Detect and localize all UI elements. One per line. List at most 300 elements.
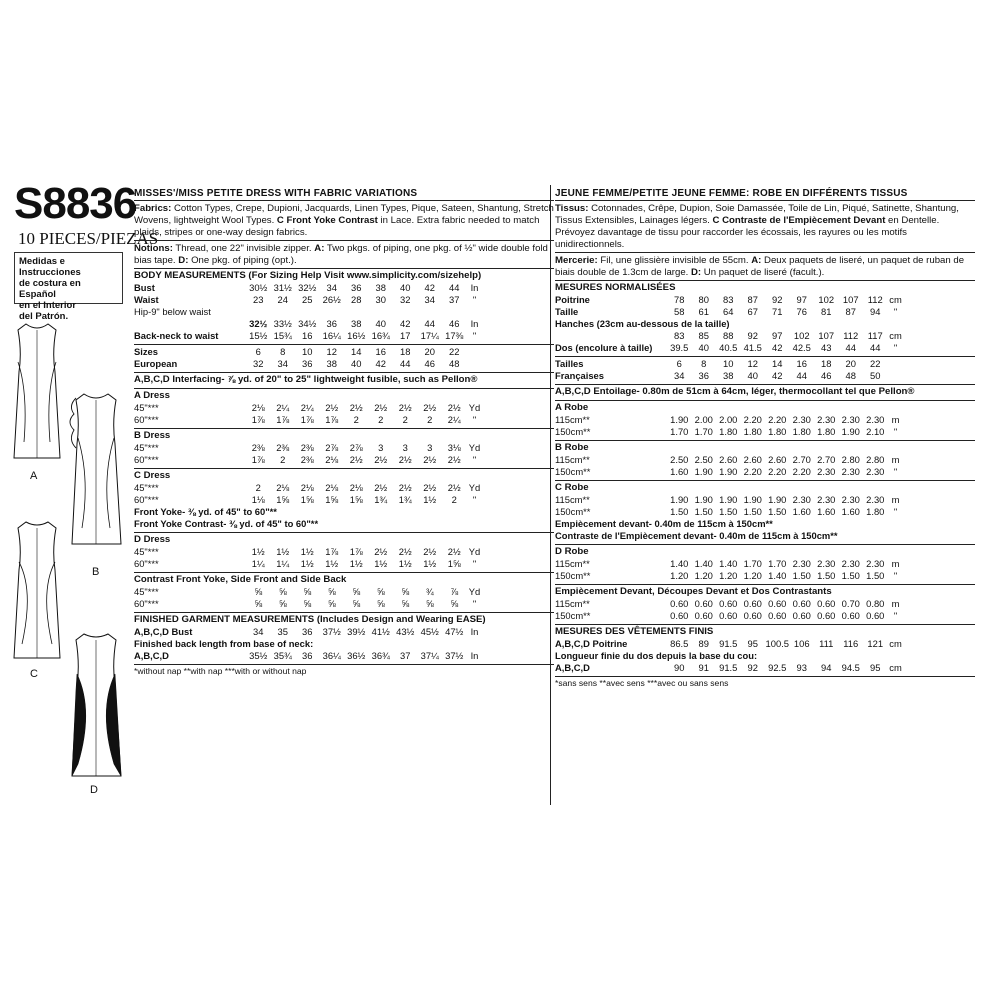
mesures-header: MESURES NORMALISÉES <box>555 282 676 293</box>
row-label <box>134 318 246 330</box>
row-value: 44 <box>845 342 856 353</box>
row-value: 0.60 <box>719 610 738 621</box>
row-label: 115cm** <box>555 494 590 505</box>
row-value: ⅝ <box>352 598 361 609</box>
row-value: 36¾ <box>371 650 390 661</box>
row-label: Bust <box>134 282 155 293</box>
row-value: 2¼ <box>300 402 314 413</box>
row-value: 107 <box>842 294 859 305</box>
view-a-drawing <box>8 322 66 462</box>
row-value: 36¼ <box>322 650 341 661</box>
row-value: 1.40 <box>719 558 738 569</box>
finished-back-label: Longueur finie du dos depuis la base du cou: <box>555 650 758 661</box>
row-unit: " <box>893 306 898 317</box>
mesures-section <box>555 281 975 357</box>
row-value: 2⅛ <box>349 482 363 493</box>
row-value: 32 <box>253 358 264 369</box>
notions-paragraph: Notions: Thread, one 22" invisible zipper. A: Two pkgs. of piping, one pkg. of ½" wide double fold bias tape. D: One pkg. of piping (opt.). <box>134 241 554 269</box>
yoke-note: Front Yoke Contrast- ⅜ yd. of 45" to 60"** <box>134 518 319 529</box>
row-value: 1.50 <box>792 570 811 581</box>
row-unit: m <box>891 558 900 569</box>
row-value: 2½ <box>374 402 388 413</box>
row-value: 1.50 <box>768 506 787 517</box>
pieces-count: 10 PIECES/PIEZAS <box>18 229 159 248</box>
row-value: 2.30 <box>792 414 811 425</box>
row-value: 64 <box>723 306 734 317</box>
row-value: 40 <box>375 318 386 329</box>
row-unit: m <box>891 598 900 609</box>
row-label: Dos (encolure à taille) <box>555 342 653 353</box>
row-value: 41.5 <box>743 342 762 353</box>
row-value: 1.60 <box>792 506 811 517</box>
row-value: 1.90 <box>719 494 738 505</box>
row-value: 46 <box>424 358 435 369</box>
row-value: ⅝ <box>327 586 336 597</box>
measurement-row <box>134 626 554 638</box>
row-value: 42 <box>400 318 411 329</box>
row-value: 92.5 <box>768 662 787 673</box>
row-value: 16 <box>796 358 807 369</box>
entoilage-section <box>555 385 975 401</box>
measurement-row <box>134 318 554 330</box>
french-title: JEUNE FEMME/PETITE JEUNE FEMME: ROBE EN DIFFÉRENTS TISSUS <box>555 187 975 201</box>
yoke-note: Contraste de l'Empiècement devant- 0.40m de 115cm à 150cm** <box>555 530 838 541</box>
row-value: 1.70 <box>670 426 689 437</box>
row-value: 1½ <box>300 546 314 557</box>
row-value: 1.70 <box>694 426 713 437</box>
row-value: 36 <box>302 626 313 637</box>
row-value: 67 <box>747 306 758 317</box>
view-yardage-section <box>134 469 554 533</box>
measurement-row <box>134 346 554 358</box>
row-value: 89 <box>698 638 709 649</box>
row-value: 0.60 <box>694 610 713 621</box>
row-value: 6 <box>255 346 261 357</box>
row-value: 2.30 <box>841 558 860 569</box>
measurement-row <box>555 358 975 370</box>
view-yardage-section <box>555 545 975 585</box>
row-label: Waist <box>134 294 159 305</box>
row-value: 1.40 <box>694 558 713 569</box>
row-value: ⅝ <box>352 586 361 597</box>
measurement-row <box>134 650 554 662</box>
row-value: 1.80 <box>719 426 738 437</box>
row-value: 46 <box>449 318 460 329</box>
row-value: 2½ <box>374 482 388 493</box>
row-value: 39.5 <box>670 342 689 353</box>
row-value: 38 <box>723 370 734 381</box>
row-value: 3 <box>427 442 433 453</box>
measurement-row <box>555 570 975 582</box>
row-value: 44 <box>870 342 881 353</box>
row-value: 76 <box>796 306 807 317</box>
row-label: 60"*** <box>134 558 159 569</box>
row-value: ⅞ <box>450 586 459 597</box>
row-label: Poitrine <box>555 294 590 305</box>
row-value: 2.30 <box>792 494 811 505</box>
row-value: 2.00 <box>694 414 713 425</box>
spanish-note-line: en el Interior <box>19 300 77 311</box>
sizes-section <box>134 345 554 373</box>
row-value: 106 <box>793 638 810 649</box>
row-value: 2.30 <box>792 558 811 569</box>
row-value: 92 <box>747 662 758 673</box>
view-yardage-section <box>555 441 975 481</box>
row-value: 34 <box>326 282 337 293</box>
view-yardage-section <box>134 573 554 613</box>
row-value: 95 <box>747 638 758 649</box>
row-value: 2.50 <box>670 454 689 465</box>
row-value: 33½ <box>273 318 292 329</box>
english-column <box>134 187 554 802</box>
row-value: 34 <box>424 294 435 305</box>
row-value: 34 <box>674 370 685 381</box>
row-value: 2⅜ <box>300 442 314 453</box>
row-value: 87 <box>747 294 758 305</box>
footnote: *without nap **with nap ***with or without nap <box>134 666 307 676</box>
row-unit: Yd <box>468 546 481 557</box>
row-value: 1.90 <box>670 494 689 505</box>
row-value: 2.60 <box>719 454 738 465</box>
row-unit: Yd <box>468 442 481 453</box>
row-value: 46 <box>821 370 832 381</box>
view-b-label: B <box>92 566 100 578</box>
view-header: C Dress <box>134 470 171 481</box>
view-b-drawing <box>64 388 128 548</box>
row-value: 2 <box>451 494 457 505</box>
row-value: 12 <box>747 358 758 369</box>
row-value: 2½ <box>447 482 461 493</box>
row-value: 117 <box>867 330 883 341</box>
row-value: 2 <box>280 454 286 465</box>
row-label: 60"*** <box>134 454 159 465</box>
row-label: Hip-9" below waist <box>134 306 211 317</box>
row-value: 40 <box>747 370 758 381</box>
row-value: 2.10 <box>866 426 885 437</box>
view-yardage-section <box>555 401 975 441</box>
row-value: 2⅞ <box>325 442 339 453</box>
row-value: 87 <box>845 306 856 317</box>
row-value: 3 <box>402 442 408 453</box>
row-value: ⅝ <box>303 586 312 597</box>
row-value: 1.50 <box>719 506 738 517</box>
row-value: 0.60 <box>817 610 836 621</box>
row-value: 1½ <box>300 558 314 569</box>
view-header: Empiècement Devant, Découpes Devant et Dos Contrastants <box>555 586 832 597</box>
row-unit: In <box>470 626 479 637</box>
finished-measurements-header: FINISHED GARMENT MEASUREMENTS (Includes Design and Wearing EASE) <box>134 614 486 625</box>
row-label: A,B,C,D Poitrine <box>555 638 628 649</box>
measurement-row <box>555 426 975 438</box>
row-value: 36 <box>302 650 313 661</box>
finished-back-label: Finished back length from base of neck: <box>134 638 314 649</box>
row-label: Françaises <box>555 370 604 381</box>
row-value: 2 <box>353 414 359 425</box>
row-value: 38 <box>375 282 386 293</box>
row-value: 92 <box>747 330 758 341</box>
row-value: 32½ <box>249 318 268 329</box>
row-value: 42.5 <box>792 342 811 353</box>
row-value: 37½ <box>445 650 464 661</box>
row-value: 91.5 <box>719 638 738 649</box>
view-yardage-section <box>555 585 975 625</box>
row-label: 115cm** <box>555 558 590 569</box>
row-value: 0.60 <box>817 598 836 609</box>
row-value: 36 <box>326 318 337 329</box>
measurement-row <box>555 318 975 330</box>
measurement-row <box>555 294 975 306</box>
row-value: 97 <box>796 294 807 305</box>
row-value: ⅝ <box>401 586 410 597</box>
row-value: 94 <box>821 662 832 673</box>
row-unit: m <box>891 454 900 465</box>
row-value: 23 <box>253 294 264 305</box>
row-value: 1¼ <box>276 558 290 569</box>
row-value: 22 <box>870 358 881 369</box>
row-value: 1.50 <box>841 570 860 581</box>
view-header: B Robe <box>555 442 589 453</box>
row-value: 88 <box>723 330 734 341</box>
row-unit: " <box>472 558 477 569</box>
row-value: 1.80 <box>792 426 811 437</box>
row-value: 2½ <box>423 402 437 413</box>
row-unit: " <box>472 494 477 505</box>
row-value: 37¼ <box>420 650 439 661</box>
measurement-row <box>134 402 554 414</box>
row-value: ⅝ <box>450 598 459 609</box>
body-measurements-header: BODY MEASUREMENTS (For Sizing Help Visit www.simplicity.com/sizehelp) <box>134 270 482 281</box>
row-value: 44 <box>449 282 460 293</box>
row-value: 1.60 <box>841 506 860 517</box>
row-value: 2.30 <box>866 494 885 505</box>
pattern-number: S8836 <box>14 179 137 228</box>
spanish-note-line: de costura en Español <box>19 278 81 300</box>
tissus-paragraph: Tissus: Cotonnades, Crêpe, Dupion, Soie Damassée, Toile de Lin, Piqué, Satinette, Shantung, Tissus Extensibles, Lainages légers. C Contraste de l'Empiècement Devant en Dentelle. Prévoyez davantage de tissu pour raccorder les écossais, les rayures ou les motifs unidirectionnels. <box>555 201 975 253</box>
row-value: 1.50 <box>866 570 885 581</box>
row-unit: " <box>472 598 477 609</box>
row-value: 16 <box>375 346 386 357</box>
row-value: 0.60 <box>768 610 787 621</box>
row-value: 37 <box>449 294 460 305</box>
row-unit: " <box>472 294 477 305</box>
row-value: 25 <box>302 294 313 305</box>
row-value: 0.60 <box>719 598 738 609</box>
row-value: 2.80 <box>841 454 860 465</box>
measurement-row <box>134 442 554 454</box>
row-value: 93 <box>796 662 807 673</box>
row-label: 150cm** <box>555 466 591 477</box>
measurement-row <box>134 482 554 494</box>
row-value: ⅝ <box>376 598 385 609</box>
row-value: 40 <box>698 342 709 353</box>
row-value: 94 <box>870 306 881 317</box>
measurement-row <box>555 638 975 650</box>
row-unit: cm <box>889 662 902 673</box>
row-unit: In <box>470 650 479 661</box>
row-value: 2.80 <box>866 454 885 465</box>
row-value: 2.30 <box>817 558 836 569</box>
row-value: 2.60 <box>743 454 762 465</box>
row-value: 2½ <box>423 546 437 557</box>
row-value: 2⅜ <box>251 442 265 453</box>
row-value: 30½ <box>249 282 268 293</box>
row-value: 121 <box>867 638 884 649</box>
row-value: 35½ <box>249 650 268 661</box>
row-value: 2⅛ <box>325 454 339 465</box>
row-value: 2¼ <box>276 402 290 413</box>
row-value: 16¼ <box>322 330 341 341</box>
row-value: 2⅛ <box>276 482 290 493</box>
row-unit: Yd <box>468 482 481 493</box>
row-value: 116 <box>843 638 859 649</box>
measurement-row <box>134 330 554 342</box>
finished-measurements-section <box>134 613 554 665</box>
row-value: 32½ <box>298 282 317 293</box>
row-value: 92 <box>772 294 783 305</box>
row-value: 1⅞ <box>251 454 265 465</box>
row-value: 2 <box>402 414 408 425</box>
view-a-label: A <box>30 470 38 482</box>
view-header: A Dress <box>134 390 170 401</box>
row-value: 2½ <box>447 402 461 413</box>
row-value: 36 <box>351 282 362 293</box>
measurement-row <box>555 306 975 318</box>
row-unit: " <box>472 414 477 425</box>
row-value: 1.90 <box>694 466 713 477</box>
row-value: 2.20 <box>768 466 787 477</box>
row-value: 1.20 <box>743 570 762 581</box>
row-value: 8 <box>701 358 707 369</box>
row-value: 15¾ <box>273 330 292 341</box>
row-value: 2⅜ <box>276 442 290 453</box>
row-unit: " <box>893 570 898 581</box>
row-value: 37½ <box>322 626 341 637</box>
row-unit: cm <box>889 638 902 649</box>
row-unit: " <box>893 506 898 517</box>
row-value: 36½ <box>347 650 366 661</box>
measurement-row <box>555 414 975 426</box>
row-value: 2.70 <box>792 454 811 465</box>
row-value: 42 <box>424 282 435 293</box>
row-value: 2⅛ <box>325 482 339 493</box>
row-value: 50 <box>870 370 881 381</box>
row-value: 2.30 <box>817 494 836 505</box>
row-value: 1.80 <box>743 426 762 437</box>
row-unit: " <box>893 426 898 437</box>
row-value: 1⅞ <box>300 414 314 425</box>
row-unit: cm <box>889 294 902 305</box>
row-value: 12 <box>326 346 337 357</box>
row-value: 1.20 <box>694 570 713 581</box>
row-value: 3⅛ <box>447 442 461 453</box>
row-label: 150cm** <box>555 610 591 621</box>
row-value: 2.00 <box>719 414 738 425</box>
row-unit <box>888 358 904 370</box>
spanish-instructions-note <box>14 252 123 322</box>
row-value: 1.40 <box>768 570 787 581</box>
row-value: 16½ <box>347 330 366 341</box>
view-header: A Robe <box>555 402 589 413</box>
row-value: 15½ <box>249 330 268 341</box>
measurement-row <box>134 586 554 598</box>
row-value: 1⅞ <box>251 414 265 425</box>
row-value: 2.30 <box>817 414 836 425</box>
fabrics-paragraph: Fabrics: Cotton Types, Crepe, Dupioni, Jacquards, Linen Types, Pique, Sateen, Shantung, Stretch Wovens, lightweight Wool Types. C Front Yoke Contrast in Lace. Extra fabric needed to match plaids, stripes or one-way design fabrics. <box>134 201 554 241</box>
view-c-drawing <box>8 520 66 662</box>
row-value: 1⅛ <box>251 494 265 505</box>
measurement-row <box>555 342 975 354</box>
row-value: 111 <box>819 638 834 649</box>
row-unit: m <box>891 414 900 425</box>
row-value: 1.20 <box>719 570 738 581</box>
row-value: 1⅞ <box>325 414 339 425</box>
row-label: A,B,C,D Bust <box>134 626 193 637</box>
row-value: 43 <box>821 342 832 353</box>
row-value: 112 <box>843 330 859 341</box>
row-value: 0.60 <box>866 610 885 621</box>
row-value: 1.50 <box>743 506 762 517</box>
row-value: 1.70 <box>743 558 762 569</box>
row-label: 60"*** <box>134 494 159 505</box>
row-value: 35 <box>277 626 288 637</box>
row-value: 36 <box>698 370 709 381</box>
row-value: 2.20 <box>743 414 762 425</box>
row-label: A,B,C,D <box>555 662 590 673</box>
row-value: 44 <box>400 358 411 369</box>
row-value: 22 <box>449 346 460 357</box>
row-label: 45"*** <box>134 586 159 597</box>
row-label: 45"*** <box>134 442 159 453</box>
row-unit: In <box>470 318 479 329</box>
row-value: 1½ <box>374 558 388 569</box>
row-value: ⅝ <box>254 598 263 609</box>
row-value: ⅝ <box>376 586 385 597</box>
row-value: 38 <box>351 318 362 329</box>
row-value: 1⅝ <box>300 494 314 505</box>
row-value: 2.20 <box>768 414 787 425</box>
row-value: ⅝ <box>327 598 336 609</box>
row-value: 47½ <box>445 626 464 637</box>
row-value: 94.5 <box>841 662 860 673</box>
row-label: Sizes <box>134 346 158 357</box>
row-value: 0.60 <box>792 598 811 609</box>
row-value: 0.60 <box>743 598 762 609</box>
row-value: 90 <box>674 662 685 673</box>
row-value: 1½ <box>423 558 437 569</box>
english-title: MISSES'/MISS PETITE DRESS WITH FABRIC VARIATIONS <box>134 187 554 201</box>
measurement-row <box>555 454 975 466</box>
row-value: 2.20 <box>792 466 811 477</box>
row-value: 34 <box>253 626 264 637</box>
row-value: 83 <box>723 294 734 305</box>
row-value: 34½ <box>298 318 317 329</box>
measurement-row <box>134 358 554 370</box>
measurement-row <box>134 598 554 610</box>
row-label: 60"*** <box>134 598 159 609</box>
row-unit: " <box>893 466 898 477</box>
row-value: 10 <box>723 358 734 369</box>
row-value: ¾ <box>425 586 434 597</box>
row-label: 60"*** <box>134 414 159 425</box>
row-value: 36 <box>302 358 313 369</box>
row-label: 150cm** <box>555 506 591 517</box>
measurement-row <box>134 306 554 318</box>
spanish-note-line: del Patrón. <box>19 311 69 322</box>
view-header: B Dress <box>134 430 171 441</box>
view-header: D Robe <box>555 546 589 557</box>
row-value: 2.30 <box>841 494 860 505</box>
row-value: 1⅝ <box>276 494 290 505</box>
